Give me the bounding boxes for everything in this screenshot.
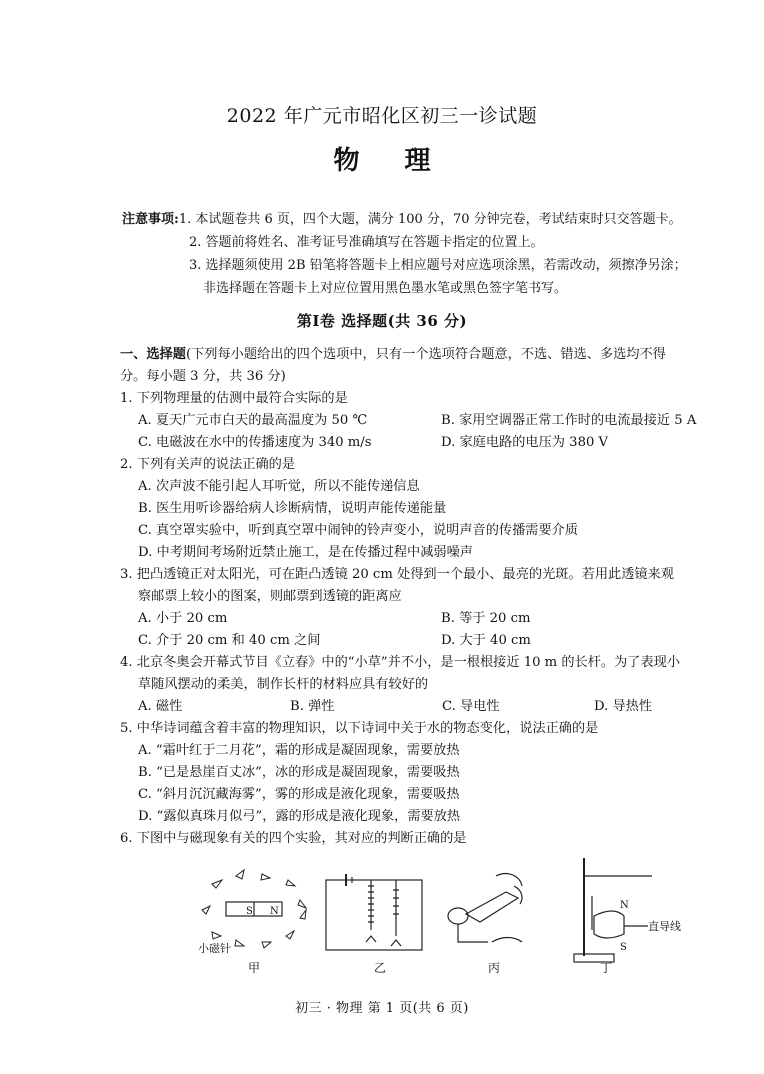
notes-item-3: 3. 选择题须使用 2B 铅笔将答题卡上相应题号对应选项涂黑，若需改动，须擦净另涂； xyxy=(189,258,687,273)
exam-title: 2022 年广元市昭化区初三一诊试题 xyxy=(226,105,538,127)
q6-figures xyxy=(196,856,696,976)
q4-options-row xyxy=(120,696,748,718)
q2-option-c: C. 真空罩实验中，听到真空罩中闹钟的铃声变小，说明声音的传播需要介质 xyxy=(138,523,579,538)
q1-options-row-2 xyxy=(120,432,748,454)
fig-jia-magnet-compass xyxy=(202,870,306,948)
notes-item-1: 1. 本试题卷共 6 页，四个大题，满分 100 分，70 分钟完卷，考试结束时只交答题卡。 xyxy=(178,212,682,227)
fig-jia-caption: 甲 xyxy=(248,961,261,975)
notes-row-1 xyxy=(122,208,762,231)
fig-ding-caption: 丁 xyxy=(600,961,613,975)
fig-bing-generator xyxy=(448,874,522,942)
q3-option-d: D. 大于 40 cm xyxy=(441,633,531,648)
fig-yi-electromagnet-circuit xyxy=(326,874,422,950)
fig-jia-pole-s: S xyxy=(246,906,253,917)
q4-option-a: A. 磁性 xyxy=(138,699,183,714)
q2-option-d: D. 中考期间考场附近禁止施工，是在传播过程中减弱噪声 xyxy=(138,545,473,560)
q1-option-b: B. 家用空调器正常工作时的电流最接近 5 A xyxy=(441,413,697,428)
fig-ding-pole-n: N xyxy=(620,900,629,911)
q1-option-d: D. 家庭电路的电压为 380 V xyxy=(441,435,609,450)
q4-option-c: C. 导电性 xyxy=(442,699,500,714)
intro-line-1 xyxy=(120,344,748,366)
q1-option-c: C. 电磁波在水中的传播速度为 340 m/s xyxy=(138,435,372,450)
section-title: 第Ⅰ卷 选择题(共 36 分) xyxy=(296,312,468,330)
q3-stem-2: 察邮票上较小的图案，则邮票到透镜的距离应 xyxy=(138,589,402,604)
q5-option-d: D. “露似真珠月似弓”，露的形成是液化现象，需要放热 xyxy=(138,809,461,824)
notes-item-3-cont: 非选择题在答题卡上对应位置用黑色墨水笔或黑色签字笔书写。 xyxy=(203,281,568,296)
q3-option-c: C. 介于 20 cm 和 40 cm 之间 xyxy=(138,633,321,648)
q2-stem: 2. 下列有关声的说法正确的是 xyxy=(120,457,296,472)
fig-yi-caption: 乙 xyxy=(374,961,387,975)
notes-block xyxy=(122,208,762,300)
notes-label: 注意事项: xyxy=(122,212,179,227)
subject-title: 物 理 xyxy=(333,146,449,176)
q2-option-b: B. 医生用听诊器给病人诊断病情，说明声能传递能量 xyxy=(138,501,447,516)
intro-label: 一、选择题 xyxy=(120,347,186,362)
q1-options-row-1 xyxy=(120,410,748,432)
q2-option-a: A. 次声波不能引起人耳听觉，所以不能传递信息 xyxy=(138,479,420,494)
q4-option-b: B. 弹性 xyxy=(290,699,335,714)
q4-option-d: D. 导热性 xyxy=(594,699,653,714)
q3-option-b: B. 等于 20 cm xyxy=(441,611,531,626)
page-footer: 初三 · 物理 第 1 页(共 6 页) xyxy=(295,1001,469,1016)
notes-item-2: 2. 答题前将姓名、准考证号准确填写在答题卡指定的位置上。 xyxy=(189,235,544,250)
q3-stem-1: 3. 把凸透镜正对太阳光，可在距凸透镜 20 cm 处得到一个最小、最亮的光斑。若用此透镜来观 xyxy=(120,567,674,582)
q6-stem: 6. 下图中与磁现象有关的四个实验，其对应的判断正确的是 xyxy=(120,831,467,846)
q1-option-a: A. 夏天广元市白天的最高温度为 50 ℃ xyxy=(138,413,368,428)
q1-stem: 1. 下列物理量的估测中最符合实际的是 xyxy=(120,391,348,406)
q5-option-c: C. “斜月沉沉藏海雾”，雾的形成是液化现象，需要吸热 xyxy=(138,787,460,802)
fig-jia-pole-n: N xyxy=(270,906,279,917)
questions-body xyxy=(120,344,748,850)
q3-option-a: A. 小于 20 cm xyxy=(138,611,228,626)
q3-options-row-1 xyxy=(120,608,748,630)
q5-option-b: B. “已是悬崖百丈冰”，冰的形成是凝固现象，需要吸热 xyxy=(138,765,460,780)
fig-ding-pole-s: S xyxy=(620,942,627,953)
fig-bing-caption: 丙 xyxy=(488,961,501,975)
intro-text-1: (下列每小题给出的四个选项中，只有一个选项符合题意，不选、错选、多选均不得 xyxy=(185,347,666,362)
figures-illustration xyxy=(196,856,696,976)
intro-line-2: 分。每小题 3 分，共 36 分) xyxy=(120,369,286,384)
q5-stem: 5. 中华诗词蕴含着丰富的物理知识，以下诗词中关于水的物态变化，说法正确的是 xyxy=(120,721,599,736)
fig-ding-label: 直导线 xyxy=(648,920,681,933)
q3-options-row-2 xyxy=(120,630,748,652)
fig-ding-wire-field xyxy=(574,858,652,962)
q4-stem-2: 草随风摆动的柔美，制作长杆的材料应具有较好的 xyxy=(138,677,429,692)
fig-jia-label: 小磁针 xyxy=(198,942,231,955)
q4-stem-1: 4. 北京冬奥会开幕式节目《立春》中的“小草”并不小，是一根根接近 10 m 的长杆。为了表现小 xyxy=(120,655,681,670)
q5-option-a: A. “霜叶红于二月花”，霜的形成是凝固现象，需要放热 xyxy=(138,743,460,758)
